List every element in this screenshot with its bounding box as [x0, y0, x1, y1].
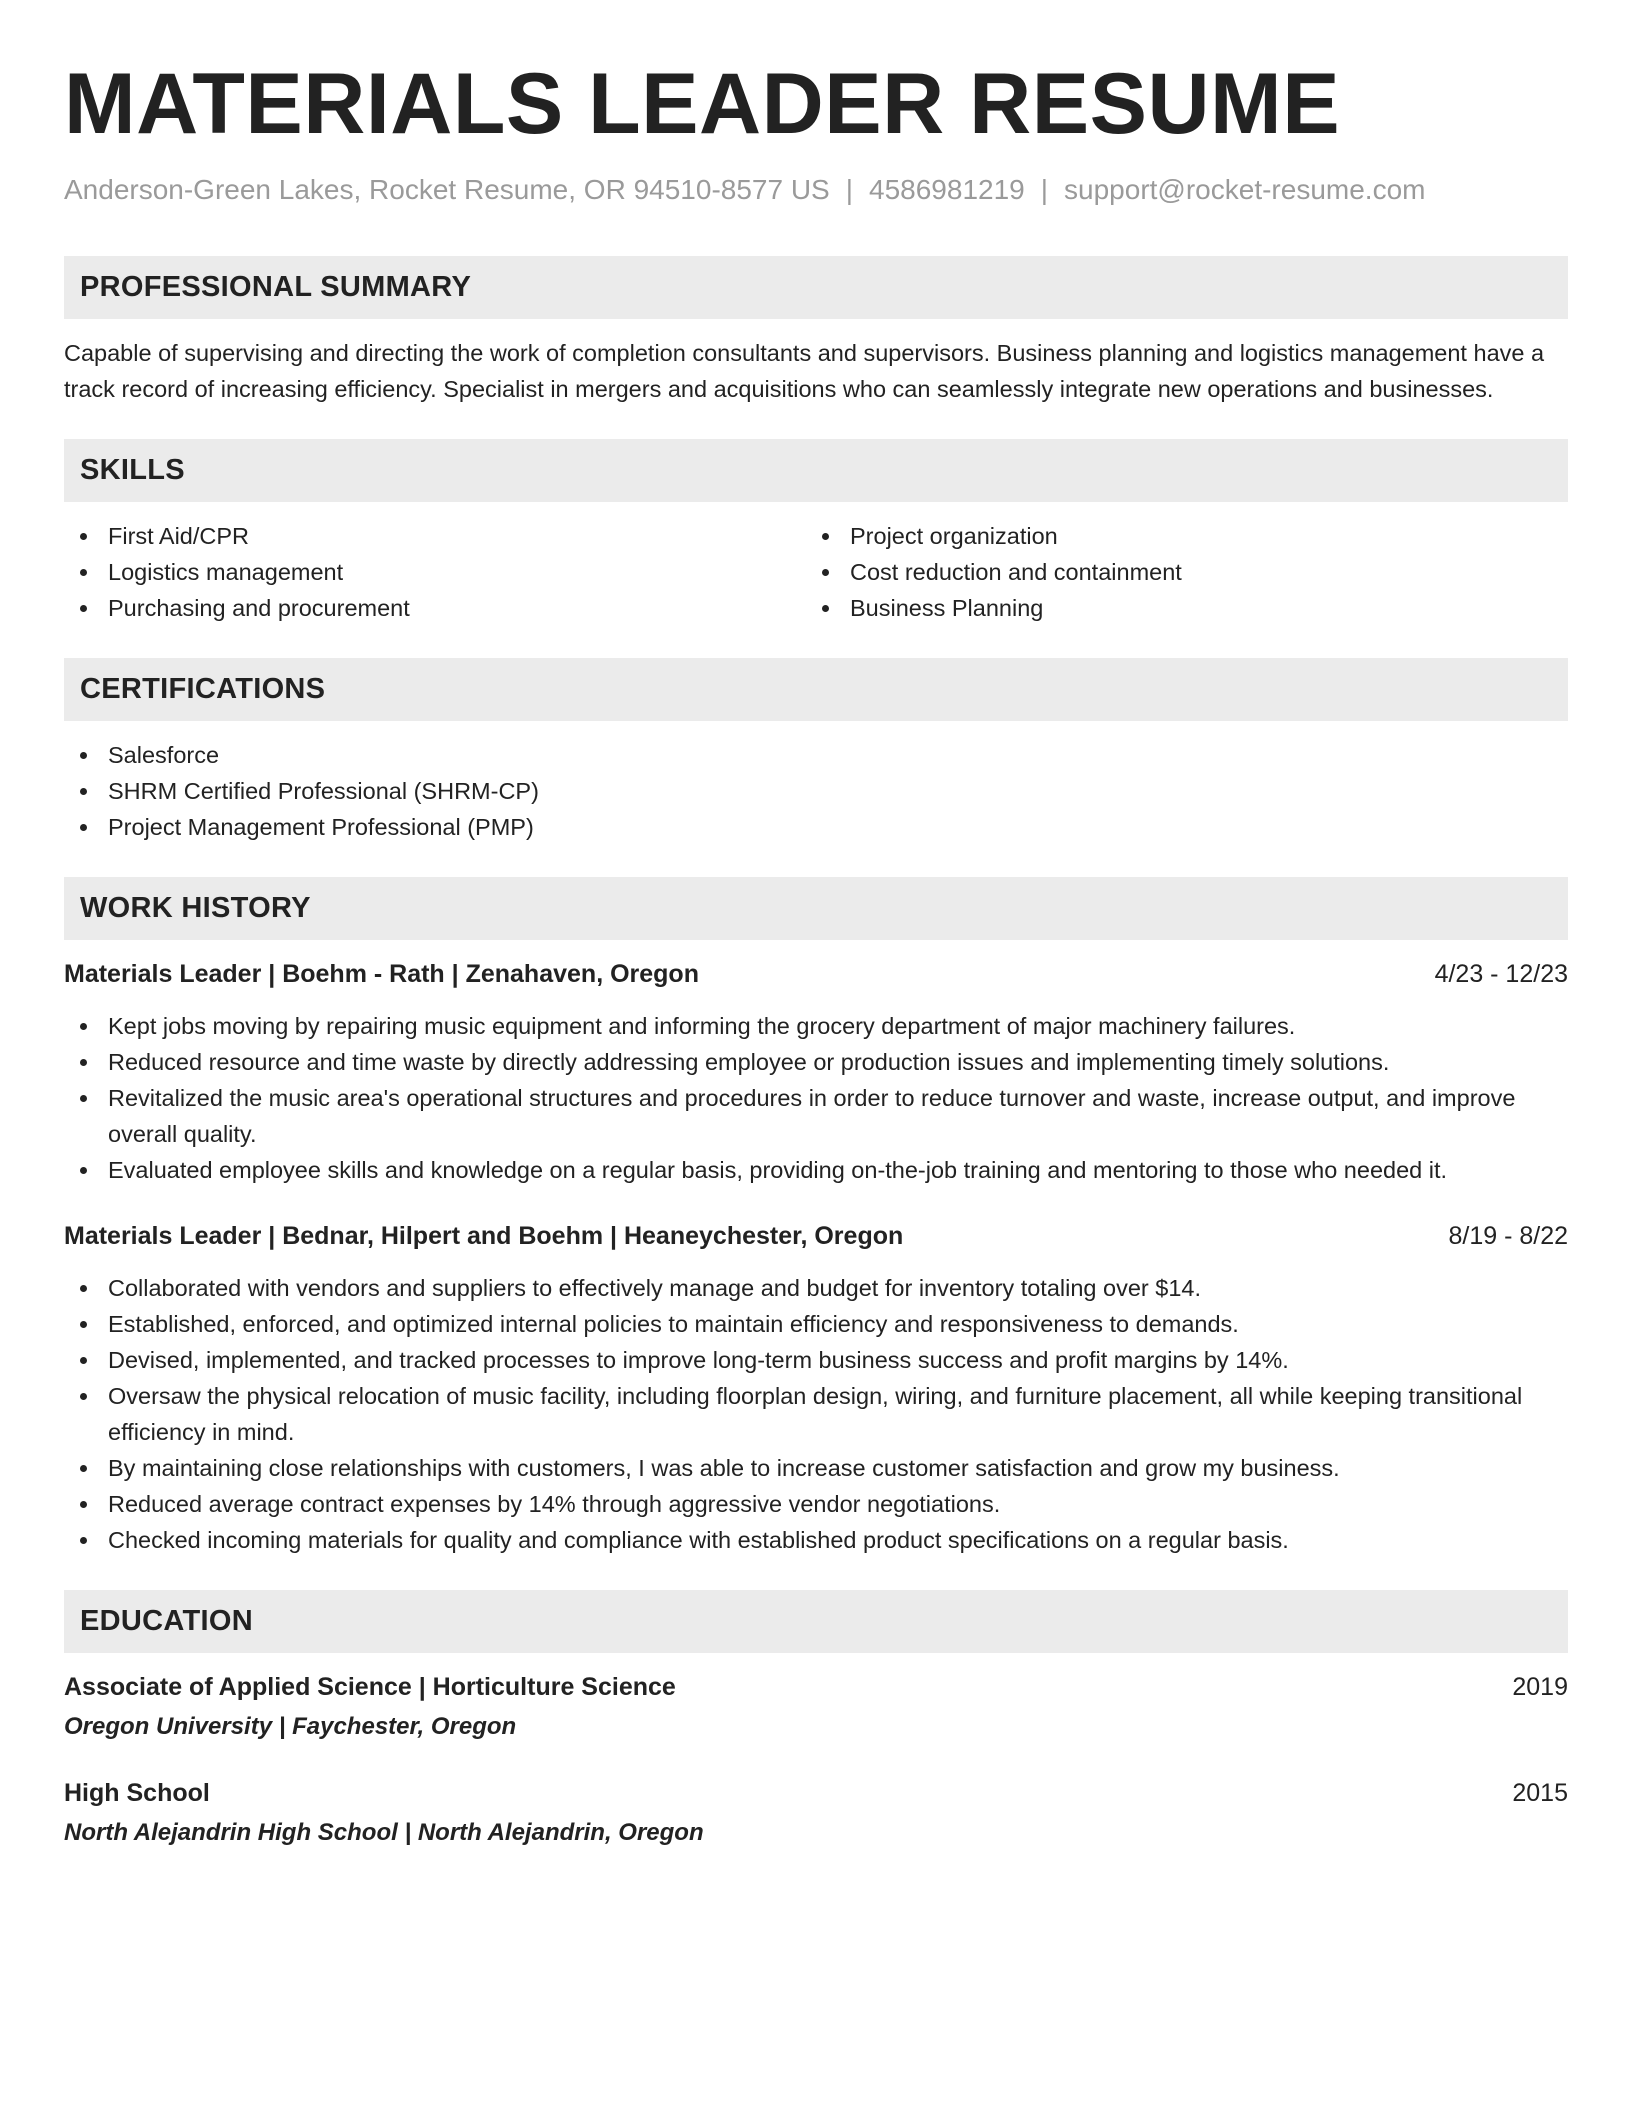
education-school: Oregon University | Faychester, Oregon — [64, 1713, 517, 1740]
skills-list-right — [806, 518, 1548, 626]
job-bullet: Devised, implemented, and tracked processes to improve long-term business success and profit margins by 14%. — [64, 1342, 1568, 1378]
skill-item: First Aid/CPR — [64, 518, 806, 554]
job-bullet: Reduced average contract expenses by 14% through aggressive vendor negotiations. — [64, 1486, 1568, 1522]
job-bullet: Kept jobs moving by repairing music equipment and informing the grocery department of major machinery failures. — [64, 1008, 1568, 1044]
skills-grid — [64, 518, 1568, 626]
education-header — [64, 1775, 1568, 1811]
skill-item: Project organization — [806, 518, 1548, 554]
skill-item: Logistics management — [64, 554, 806, 590]
education-entry — [64, 1669, 1568, 1745]
summary-section — [64, 256, 1568, 407]
job-bullet: Checked incoming materials for quality and compliance with established product specifications on a regular basis. — [64, 1522, 1568, 1558]
resume-page — [64, 56, 1568, 1851]
job-entry — [64, 1218, 1568, 1558]
resume-title: MATERIALS LEADER RESUME — [64, 56, 1341, 152]
education-degree: High School — [64, 1779, 210, 1807]
contact-email[interactable]: support@rocket-resume.com — [1064, 174, 1426, 205]
job-bullet: Evaluated employee skills and knowledge on a regular basis, providing on-the-job training and mentoring to those who needed it. — [64, 1152, 1568, 1188]
job-bullets — [64, 1008, 1568, 1188]
section-heading-education: EDUCATION — [64, 1590, 1568, 1653]
certifications-section — [64, 658, 1568, 845]
job-dates: 4/23 - 12/23 — [1434, 960, 1568, 988]
job-entry — [64, 956, 1568, 1188]
job-bullet: Revitalized the music area's operational structures and procedures in order to reduce turnover and waste, increase output, and improve overall quality. — [64, 1080, 1568, 1152]
contact-address: Anderson-Green Lakes, Rocket Resume, OR 94510-8577 US — [64, 174, 830, 205]
section-heading-summary: PROFESSIONAL SUMMARY — [64, 256, 1568, 319]
summary-text: Capable of supervising and directing the work of completion consultants and supervisors. Business planning and logistics management have a track record of increasing efficiency. Specialist in mergers and acquisitions who can seamlessly integrate new operations and businesses. — [64, 340, 1545, 402]
job-header — [64, 956, 1568, 992]
skills-list-left — [64, 518, 806, 626]
work-history-section — [64, 877, 1568, 1558]
job-bullet: By maintaining close relationships with customers, I was able to increase customer satisfaction and grow my business. — [64, 1450, 1568, 1486]
job-title: Materials Leader | Bednar, Hilpert and Boehm | Heaneychester, Oregon — [64, 1222, 904, 1250]
job-header — [64, 1218, 1568, 1254]
job-dates: 8/19 - 8/22 — [1448, 1222, 1568, 1250]
job-title: Materials Leader | Boehm - Rath | Zenahaven, Oregon — [64, 960, 699, 988]
skill-item: Cost reduction and containment — [806, 554, 1548, 590]
education-year: 2015 — [1512, 1779, 1568, 1807]
certification-item: Project Management Professional (PMP) — [64, 809, 1568, 845]
education-year: 2019 — [1512, 1673, 1568, 1701]
job-bullets — [64, 1270, 1568, 1558]
education-section — [64, 1590, 1568, 1851]
contact-separator: | — [1040, 174, 1049, 205]
job-bullet: Oversaw the physical relocation of music facility, including floorplan design, wiring, and furniture placement, all while keeping transitional efficiency in mind. — [64, 1378, 1568, 1450]
skill-item: Purchasing and procurement — [64, 590, 806, 626]
job-bullet: Collaborated with vendors and suppliers to effectively manage and budget for inventory totaling over $14. — [64, 1270, 1568, 1306]
certification-item: SHRM Certified Professional (SHRM-CP) — [64, 773, 1568, 809]
education-header — [64, 1669, 1568, 1705]
job-bullet: Reduced resource and time waste by directly addressing employee or production issues and implementing timely solutions. — [64, 1044, 1568, 1080]
certifications-list — [64, 737, 1568, 845]
section-heading-skills: SKILLS — [64, 439, 1568, 502]
education-entry — [64, 1775, 1568, 1851]
education-degree: Associate of Applied Science | Horticulture Science — [64, 1673, 676, 1701]
job-bullet: Established, enforced, and optimized internal policies to maintain efficiency and responsiveness to demands. — [64, 1306, 1568, 1342]
contact-line — [64, 172, 1568, 208]
skills-section — [64, 439, 1568, 626]
contact-phone: 4586981219 — [869, 174, 1025, 205]
education-school: North Alejandrin High School | North Alejandrin, Oregon — [64, 1819, 704, 1846]
section-heading-work: WORK HISTORY — [64, 877, 1568, 940]
certification-item: Salesforce — [64, 737, 1568, 773]
section-heading-certifications: CERTIFICATIONS — [64, 658, 1568, 721]
skill-item: Business Planning — [806, 590, 1548, 626]
contact-separator: | — [845, 174, 854, 205]
